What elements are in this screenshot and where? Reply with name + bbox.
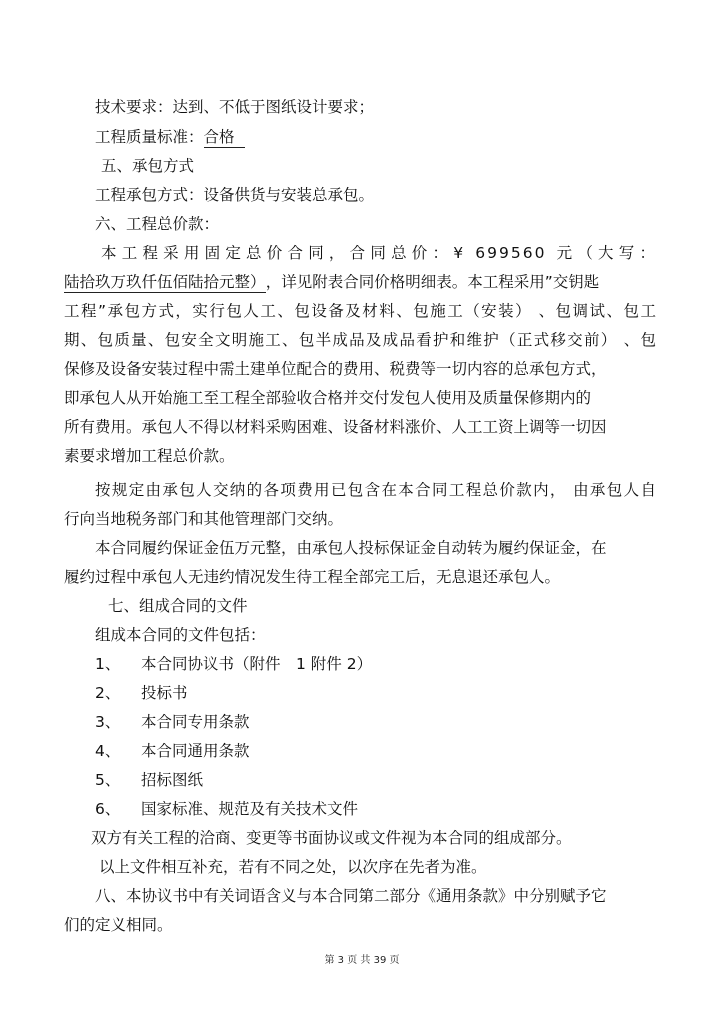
section-6-line-4 <box>64 330 656 350</box>
tax-line-1-b: 由承包人自 <box>573 481 656 499</box>
section-6-heading: 六、工程总价款： <box>95 215 220 233</box>
docs-note-2: 以上文件相互补充，若有不同之处，以次序在先者为准。 <box>99 858 487 876</box>
section-6-line-5: 保修及设备安装过程中需土建单位配合的费用、税费等一切内容的总承包方式， <box>64 360 607 378</box>
doc-item <box>95 741 250 761</box>
doc-item-number: 5、 <box>95 771 121 789</box>
price-suffix: 元（大写： <box>556 244 657 262</box>
doc-item-number: 4、 <box>95 742 121 760</box>
section-7-intro: 组成本合同的文件包括： <box>95 626 266 644</box>
doc-item-number: 6、 <box>95 800 121 818</box>
doc-item <box>95 654 372 674</box>
price-prefix: 本工程采用固定总价合同，合同总价：¥ <box>101 244 466 262</box>
section-6-line-3-b: 、包调试、包工 <box>538 302 656 320</box>
section-6-line-6: 即承包人从开始施工至工程全部验收合格并交付发包人使用及质量保修期内的 <box>64 389 592 407</box>
section-8-line-2: 们的定义相同。 <box>64 916 173 934</box>
section-6-line-3 <box>64 301 656 321</box>
tax-line-2: 行向当地税务部门和其他管理部门交纳。 <box>64 510 344 528</box>
section-6-line-2-rest: ，详见附表合同价格明细表。本工程采用”交钥匙 <box>265 273 600 291</box>
section-8-line-1: 八、本协议书中有关词语含义与本合同第二部分《通用条款》中分别赋予它 <box>95 887 607 905</box>
tax-line-1-a: 按规定由承包人交纳的各项费用已包含在本合同工程总价款内， <box>95 481 567 499</box>
doc-item-text: 本合同协议书（附件 1 附件 2） <box>141 655 373 673</box>
doc-item <box>95 799 358 819</box>
section-6-line-2 <box>64 272 599 292</box>
section-6-line-4-a: 期、包质量、包安全文明施工、包半成品及成品看护和维护（正式移交前） <box>64 331 618 349</box>
quality-standard-value: 合格 <box>204 128 245 148</box>
page-footer: 第 3 页 共 39 页 <box>324 955 400 966</box>
doc-item-number: 1、 <box>95 655 121 673</box>
docs-note-1: 双方有关工程的洽商、变更等书面协议或文件视为本合同的组成部分。 <box>91 829 572 847</box>
doc-item-text: 招标图纸 <box>141 771 204 789</box>
quality-standard-label: 工程质量标准： <box>95 128 204 146</box>
bond-line-2: 履约过程中承包人无违约情况发生待工程全部完工后，无息退还承包人。 <box>64 568 561 586</box>
section-6-line-3-a: 工程”承包方式，实行包人工、包设备及材料、包施工（安装） <box>64 302 533 320</box>
section-6-line-4-b: 、包 <box>623 331 656 349</box>
doc-item <box>95 712 250 732</box>
doc-item <box>95 770 203 790</box>
section-6-price-line <box>101 243 657 263</box>
section-6-line-8: 素要求增加工程总价款。 <box>64 447 235 465</box>
doc-item-text: 本合同通用条款 <box>141 742 250 760</box>
price-amount-upper: 陆拾玖万玖仟伍佰陆拾元整） <box>64 273 266 293</box>
bond-line-1: 本合同履约保证金伍万元整，由承包人投标保证金自动转为履约保证金，在 <box>95 539 607 557</box>
doc-item-number: 3、 <box>95 713 121 731</box>
doc-item <box>95 683 188 703</box>
section-5-contract-mode: 工程承包方式：设备供货与安装总承包。 <box>95 186 375 204</box>
section-5-heading: 五、承包方式 <box>101 157 195 175</box>
doc-item-text: 本合同专用条款 <box>141 713 250 731</box>
tax-line-1 <box>95 480 656 500</box>
section-7-heading: 七、组成合同的文件 <box>108 597 248 615</box>
quality-standard <box>95 127 245 147</box>
doc-item-number: 2、 <box>95 684 121 702</box>
tech-requirement: 技术要求：达到、不低于图纸设计要求； <box>95 98 375 116</box>
doc-item-text: 国家标准、规范及有关技术文件 <box>141 800 359 818</box>
price-amount: 699560 <box>475 244 547 262</box>
section-6-line-7: 所有费用。承包人不得以材料采购困难、设备材料涨价、人工工资上调等一切因 <box>64 418 607 436</box>
doc-item-text: 投标书 <box>141 684 188 702</box>
